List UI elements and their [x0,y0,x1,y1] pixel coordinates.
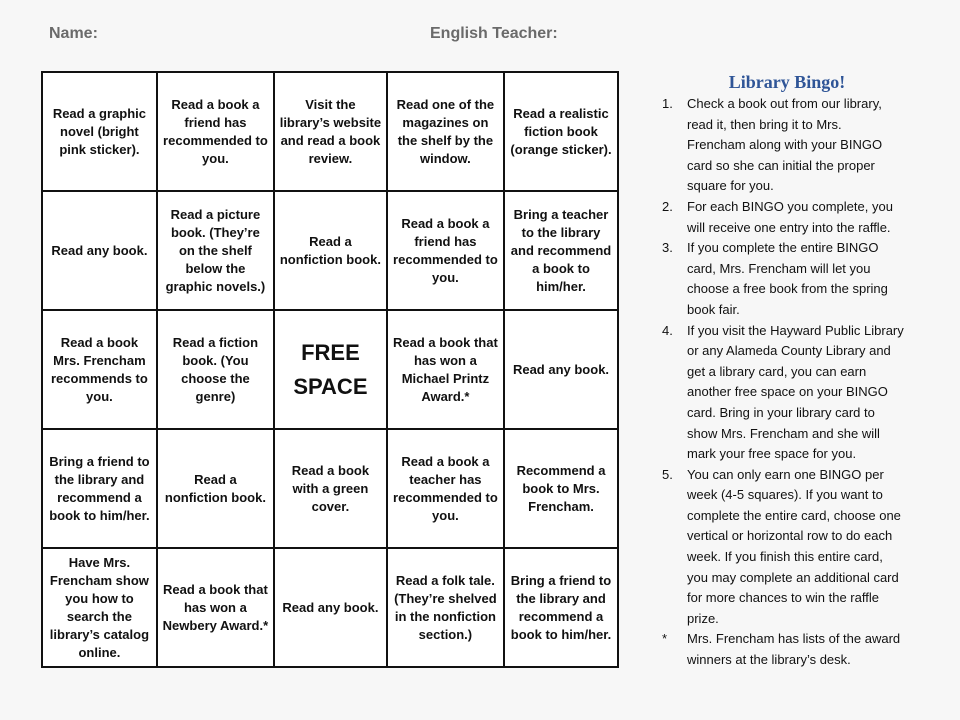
rule-marker: 5. [662,466,673,482]
bingo-row [42,429,618,548]
rule-line: get a library card, you can earn [687,363,867,379]
rule-line: will receive one entry into the raffle. [687,219,891,235]
bingo-row [42,191,618,310]
english-teacher-label: English Teacher: [430,25,558,42]
bingo-cell: Read a book that has won a Newbery Award.* [157,548,274,667]
bingo-cell: Read a book a teacher has recommended to you. [387,429,504,548]
rule-item [660,465,950,630]
bingo-cell: Read a book a friend has recommended to you. [387,191,504,310]
free-space-cell: FREE SPACE [274,310,387,429]
rule-line: You can only earn one BINGO per [687,466,884,482]
bingo-cell: Visit the library’s website and read a book review. [274,72,387,191]
bingo-cell: Read one of the magazines on the shelf by the window. [387,72,504,191]
rules-title: Library Bingo! [728,72,846,92]
bingo-cell: Bring a teacher to the library and recommend a book to him/her. [504,191,618,310]
rule-line: choose a free book from the spring [687,281,888,297]
rules-list [660,94,950,671]
bingo-cell: Read a book a friend has recommended to you. [157,72,274,191]
bingo-cell: Read a folk tale. (They’re shelved in the nonfiction section.) [387,548,504,667]
bingo-row [42,548,618,667]
bingo-row [42,310,618,429]
rule-line: you may complete an additional card [687,569,899,585]
rule-item [660,94,950,197]
rule-line: for more chances to win the raffle [687,590,879,606]
bingo-cell: Read a book with a green cover. [274,429,387,548]
bingo-cell: Read any book. [504,310,618,429]
rule-line: card. Bring in your library card to [687,404,875,420]
rule-item [660,629,950,670]
bingo-cell: Read any book. [42,191,157,310]
rule-line: another free space on your BINGO [687,384,888,400]
rules-panel [660,72,950,671]
bingo-row [42,72,618,191]
bingo-cell: Bring a friend to the library and recommend a book to him/her. [504,548,618,667]
bingo-cell: Read any book. [274,548,387,667]
bingo-cell: Read a realistic fiction book (orange sticker). [504,72,618,191]
bingo-cell: Read a book Mrs. Frencham recommends to you. [42,310,157,429]
rule-line: winners at the library’s desk. [687,652,851,668]
bingo-cell: Read a fiction book. (You choose the genre) [157,310,274,429]
bingo-cell: Read a nonfiction book. [274,191,387,310]
rule-line: week (4-5 squares). If you want to [687,487,883,503]
rule-marker: * [662,631,668,647]
rule-line: For each BINGO you complete, you [687,198,893,214]
rule-line: If you visit the Hayward Public Library [687,322,904,338]
bingo-cell: Recommend a book to Mrs. Frencham. [504,429,618,548]
bingo-cell: Read a book that has won a Michael Printz Award.* [387,310,504,429]
rule-line: read it, then bring it to Mrs. [687,116,842,132]
rule-item [660,238,950,320]
rule-item [660,197,950,238]
rule-marker: 2. [662,198,673,214]
rule-item [660,321,950,465]
rule-line: vertical or horizontal row to do each [687,528,893,544]
rule-line: card, Mrs. Frencham will let you [687,260,871,276]
rule-line: book fair. [687,301,740,317]
bingo-cell: Bring a friend to the library and recommend a book to him/her. [42,429,157,548]
bingo-cell: Read a picture book. (They’re on the shelf below the graphic novels.) [157,191,274,310]
rule-line: Frencham along with your BINGO [687,137,883,153]
rule-line: card so she can initial the proper [687,157,875,173]
rule-line: show Mrs. Frencham and she will [687,425,880,441]
rule-line: prize. [687,610,719,626]
name-label: Name: [49,25,98,42]
bingo-card [41,71,619,668]
rule-marker: 4. [662,322,673,338]
rule-line: mark your free space for you. [687,446,857,462]
rule-line: Check a book out from our library, [687,96,882,111]
rule-line: square for you. [687,178,774,194]
rule-marker: 1. [662,96,673,111]
rule-marker: 3. [662,240,673,256]
rule-line: Mrs. Frencham has lists of the award [687,631,901,647]
rule-line: week. If you finish this entire card, [687,549,883,565]
rule-line: or any Alameda County Library and [687,343,891,359]
rule-line: complete the entire card, choose one [687,507,901,523]
rule-line: If you complete the entire BINGO [687,240,879,256]
bingo-cell: Read a nonfiction book. [157,429,274,548]
bingo-cell: Read a graphic novel (bright pink sticker). [42,72,157,191]
bingo-cell: Have Mrs. Frencham show you how to search the library’s catalog online. [42,548,157,667]
